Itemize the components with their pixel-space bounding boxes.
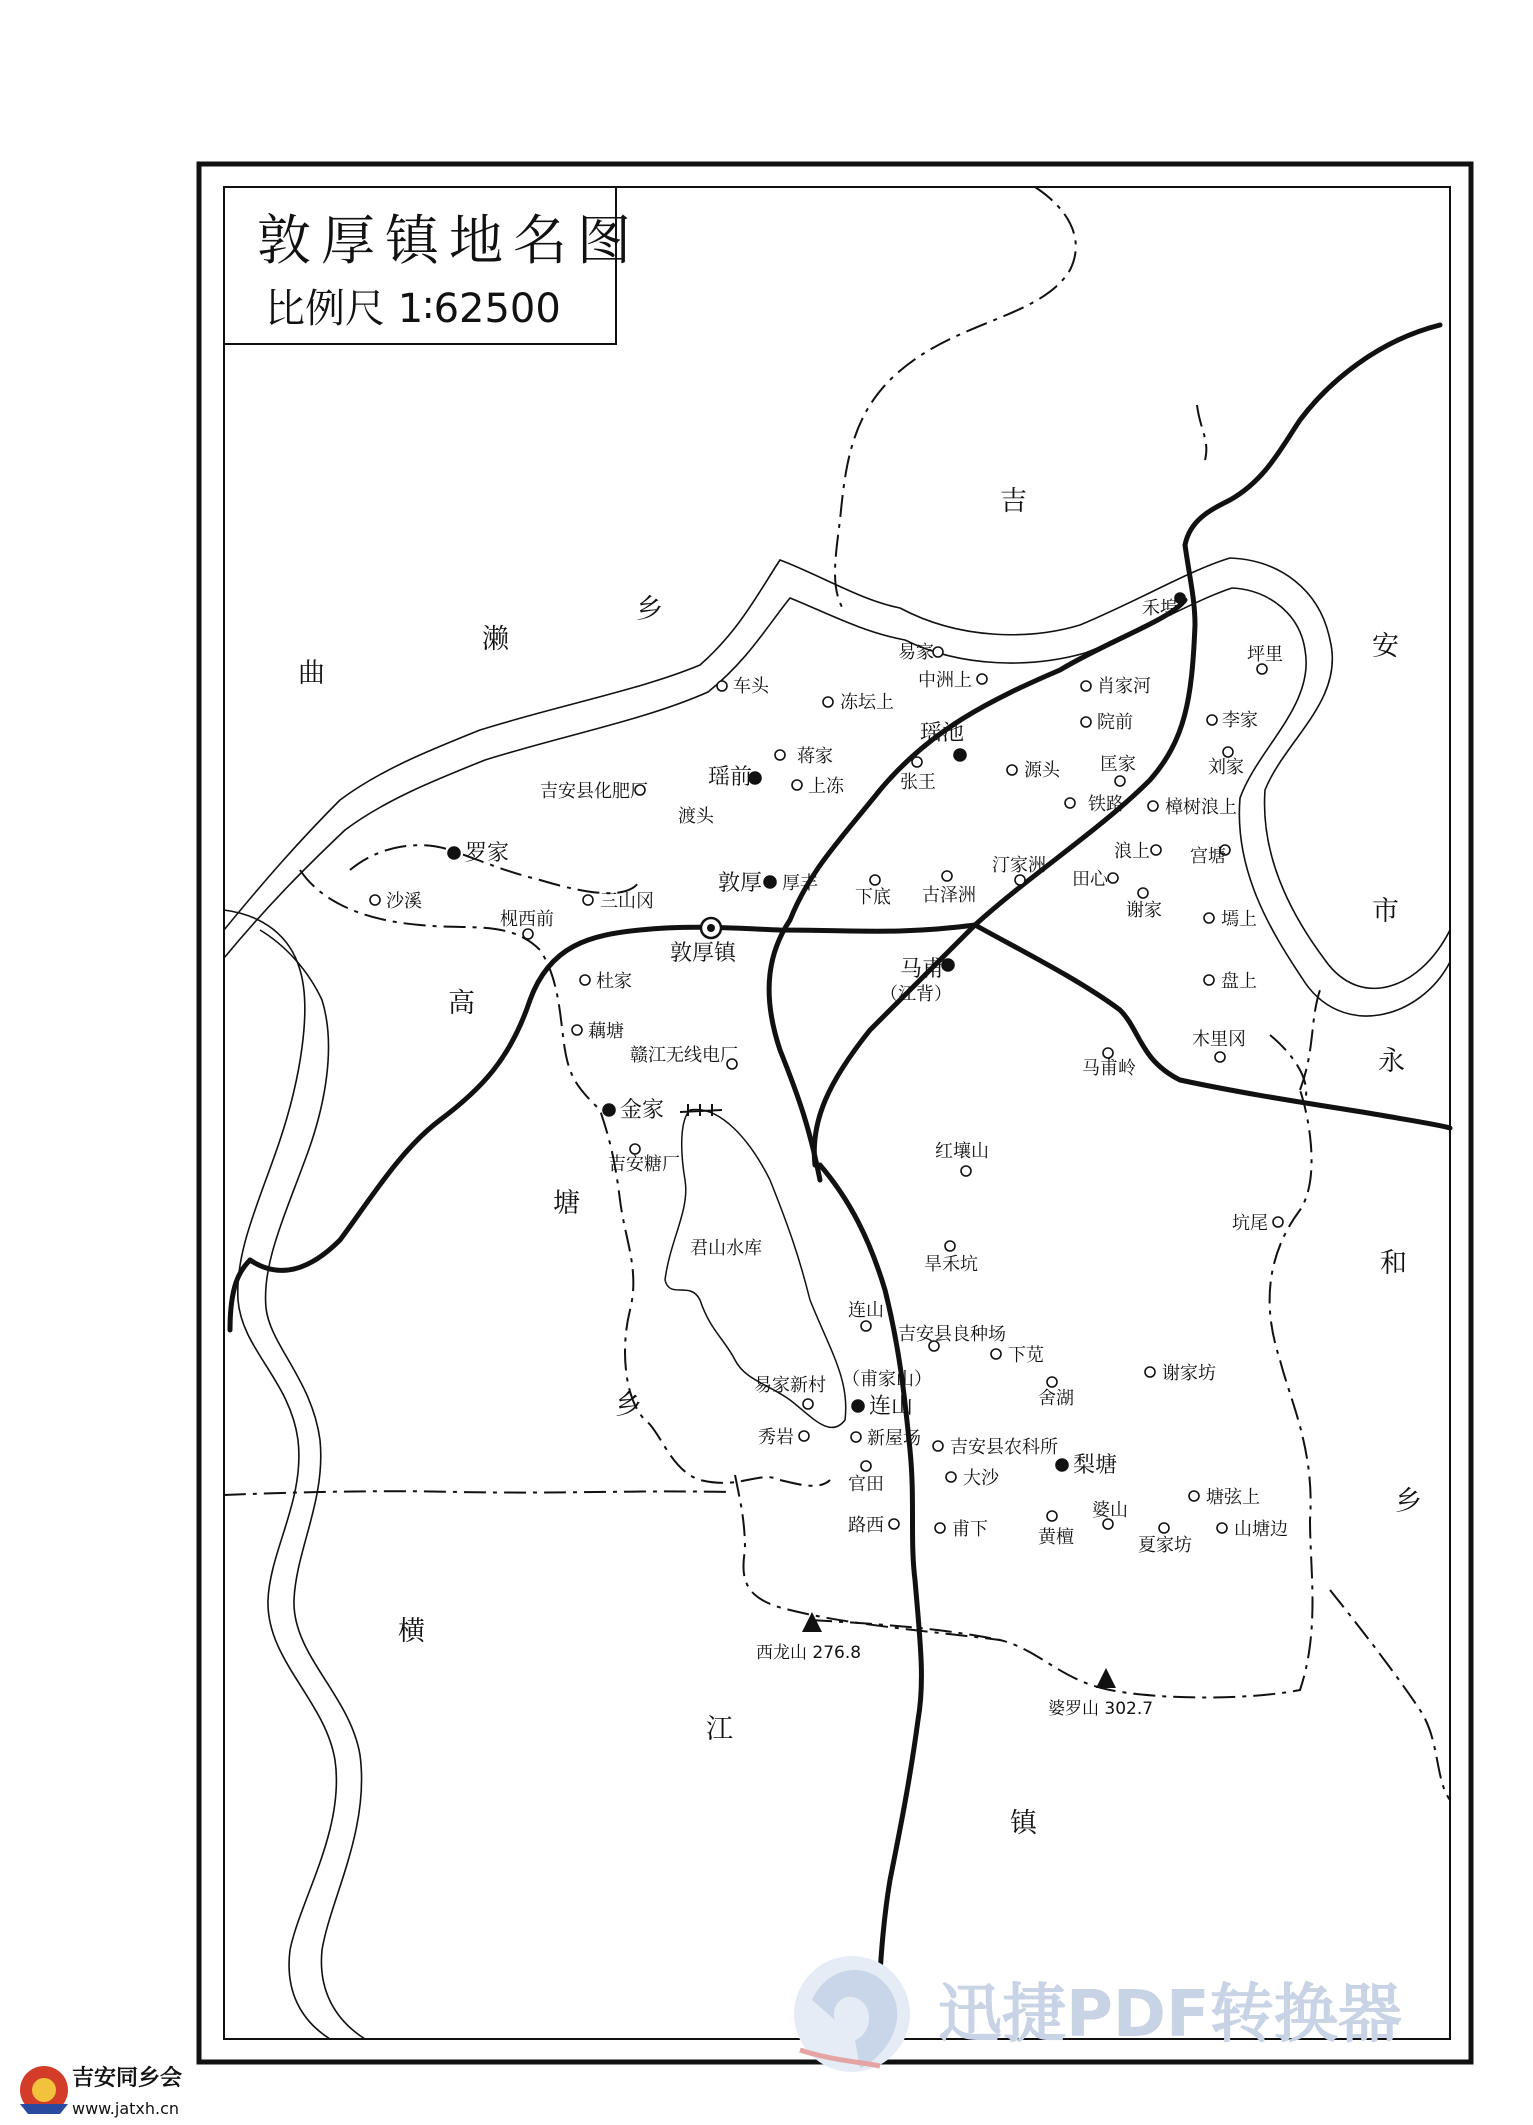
peak-icon-poluoshan [1096,1668,1116,1688]
label-hongrangshan: 红壤山 [935,1141,989,1162]
marker-tielu [1065,798,1075,808]
place-markers [370,593,1283,1533]
marker-tangchang [630,1144,640,1154]
label-langshang: 浪上 [1114,841,1150,862]
label-dutou: 渡头 [678,806,714,827]
label-dasha: 大沙 [963,1468,999,1489]
region-heng: 横 [398,1616,425,1647]
marker-jiangjia [775,750,785,760]
label-luojia: 罗家 [465,841,510,866]
label-tingjiazhou: 汀家洲 [992,855,1046,876]
marker-chetou [717,681,727,691]
marker-zhangshulangshang [1148,801,1158,811]
label-xiaxian: 下苋 [1008,1345,1044,1366]
marker-shangdong [792,780,802,790]
marker-huangtan [1047,1511,1057,1521]
label-kuangjia: 匡家 [1100,754,1136,775]
label-shangdong: 上冻 [808,776,844,797]
marker-jinjia [603,1104,615,1116]
label-shehu: 舍湖 [1038,1388,1074,1409]
marker-zhongzhoushang [977,674,987,684]
label-xiejiafang: 谢家坊 [1162,1363,1216,1384]
label-shantangbian: 山塘边 [1234,1519,1288,1540]
label-pujiashan: （甫家山） [842,1369,932,1390]
marker-xinwuchang [851,1432,861,1442]
region-gao: 高 [448,988,475,1019]
region-qu: 曲 [298,658,325,689]
label-jiangjia: 蒋家 [797,746,833,767]
township-boundary [224,187,1450,1800]
label-yuanqian: 院前 [1097,712,1133,733]
marker-luxi [889,1519,899,1529]
label-yaochi: 瑶池 [920,721,965,746]
label-guantian: 官田 [848,1474,884,1495]
region-an: 安 [1372,631,1399,662]
region-ji: 吉 [1000,486,1027,517]
map-scale: 比例尺 1∶62500 [265,286,561,332]
marker-yijia [933,647,943,657]
region-lai: 濑 [482,624,509,655]
marker-panshang [1204,975,1214,985]
label-poluoshan: 婆罗山 302.7 [1048,1699,1154,1719]
region-shi: 市 [1372,896,1399,927]
marker-langshang [1151,845,1161,855]
marker-hanhekeng [945,1241,955,1251]
marker-fuxia [935,1523,945,1533]
region-he: 和 [1380,1248,1407,1279]
marker-lijia [1207,715,1217,725]
town-seat-marker [701,918,721,938]
region-xiang-3: 乡 [1395,1486,1422,1517]
region-yong: 永 [1378,1046,1405,1077]
marker-xiejiafang [1145,1367,1155,1377]
marker-houfeng [764,876,776,888]
label-zhongzhoushang: 中洲上 [918,670,972,691]
marker-mulinggang [1215,1052,1225,1062]
marker-tanghongshang [1189,1491,1199,1501]
map-title: 敦厚镇地名图 [257,209,641,272]
label-hanhekeng: 旱禾坑 [924,1254,978,1275]
label-yuantou: 源头 [1024,760,1060,781]
label-liangzhongchang: 吉安县良种场 [898,1324,1006,1345]
label-wuxiandian: 赣江无线电厂 [630,1045,738,1066]
label-nongkesuo: 吉安县农科所 [950,1437,1058,1458]
label-mapu: 马甫 [900,957,945,982]
marker-shehu [1047,1377,1057,1387]
marker-mapuling [1103,1048,1113,1058]
label-xianxiqian: 枧西前 [500,909,554,930]
marker-dujia [580,975,590,985]
label-jinjia: 金家 [620,1098,665,1123]
marker-zhangwang [912,757,922,767]
label-lianshan-1: 连山 [848,1300,884,1321]
main-roads [230,325,1450,2039]
label-outang: 藕塘 [588,1021,624,1042]
watermark-text: 迅捷PDF转换器 [938,1978,1402,2052]
label-junshanreservoir: 君山水库 [690,1238,762,1259]
label-xiuyan: 秀岩 [758,1427,794,1448]
label-xiaojiahe: 肖家河 [1097,676,1151,697]
marker-xiadi [870,875,880,885]
marker-nongkesuo [933,1441,943,1451]
marker-sanshangang [583,895,593,905]
marker-xiejia [1138,888,1148,898]
marker-yijiaxincun [803,1399,813,1409]
marker-lianshan-1 [861,1321,871,1331]
region-xiang-2: 乡 [615,1390,642,1421]
marker-shantangbian [1217,1523,1227,1533]
label-xiajiafang: 夏家坊 [1138,1535,1192,1556]
marker-xianxiqian [523,929,533,939]
label-dunhouzhen: 敦厚镇 [670,941,737,966]
label-luxi: 路西 [848,1515,884,1536]
marker-lianshan-2 [852,1400,864,1412]
label-lianshan-2: 连山 [869,1394,914,1419]
region-labels [298,486,1422,1839]
label-sanshangang: 三山冈 [600,891,654,912]
label-tielu: 铁路 [1088,794,1124,815]
label-yijia: 易家 [898,642,934,663]
label-yaoqian: 瑶前 [708,765,753,790]
marker-xiuyan [799,1431,809,1441]
marker-guzezhou [942,871,952,881]
label-xilongshan: 西龙山 276.8 [756,1643,862,1663]
marker-yaochi [954,749,966,761]
marker-litang [1056,1459,1068,1471]
marker-hongrangshan [961,1166,971,1176]
label-jingshan: 婆山 [1092,1500,1128,1521]
label-houfeng: 厚丰 [782,873,818,894]
marker-pingli [1257,664,1267,674]
label-tangshang: 墕上 [1221,909,1257,930]
marker-shaxi [370,895,380,905]
map-inner-frame [224,187,1450,2039]
marker-liujia [1223,747,1233,757]
marker-guantian [861,1461,871,1471]
region-xiang-1: 乡 [636,594,663,625]
label-xiejia: 谢家 [1126,900,1162,921]
marker-yuanqian [1081,717,1091,727]
label-litang: 梨塘 [1073,1453,1118,1478]
label-huafeichang: 吉安县化肥厂 [540,781,648,802]
region-jiang: 江 [706,1714,733,1745]
southwest-river [224,910,365,2039]
marker-kengwei [1273,1217,1283,1227]
corner-logo-url: www.jatxh.cn [72,2099,180,2118]
label-hefu: 禾埠 [1142,598,1178,619]
label-lijia: 李家 [1222,710,1258,731]
label-guzezhou: 古泽洲 [922,885,976,906]
label-donglongshang: 冻坛上 [840,692,894,713]
label-yijiaxincun: 易家新村 [754,1375,826,1396]
label-dujia: 杜家 [596,971,632,992]
label-xinwuchang: 新屋场 [867,1428,921,1449]
marker-xiaxian [991,1349,1001,1359]
marker-xiaojiahe [1081,681,1091,691]
label-dunhou: 敦厚 [718,871,763,896]
label-xiadi: 下底 [855,887,891,908]
marker-yuantou [1007,765,1017,775]
label-gongtang: 宫塘 [1190,846,1226,867]
watermark [794,1956,1402,2072]
label-shaxi: 沙溪 [386,891,422,912]
label-tianxin: 田心 [1072,869,1108,890]
label-panshang: 盘上 [1221,971,1257,992]
label-mulinggang: 木里冈 [1192,1029,1246,1050]
marker-luojia [448,847,460,859]
label-pingli: 坪里 [1247,644,1283,665]
label-tangchang: 吉安糖厂 [608,1154,680,1175]
peaks [756,1612,1153,1719]
marker-xiajiafang [1159,1523,1169,1533]
marker-outang [572,1025,582,1035]
label-tanghongshang: 塘弦上 [1206,1487,1260,1508]
label-chetou: 车头 [733,676,769,697]
marker-tangshang [1204,913,1214,923]
label-fuxia: 甫下 [952,1519,988,1540]
marker-tianxin [1108,873,1118,883]
corner-logo-name: 吉安同乡会 [72,2066,183,2091]
marker-kuangjia [1115,776,1125,786]
label-zhangshulangshang: 樟树浪上 [1165,797,1237,818]
corner-logo [20,2065,182,2118]
marker-tingjiazhou [1015,875,1025,885]
label-jiangbei: （江背） [880,984,952,1005]
label-zhangwang: 张王 [900,772,936,793]
peak-icon-xilongshan [802,1612,822,1632]
label-liujia: 刘家 [1208,757,1244,778]
marker-dasha [946,1472,956,1482]
region-zhen: 镇 [1010,1808,1037,1839]
marker-donglongshang [823,697,833,707]
label-kengwei: 坑尾 [1232,1213,1268,1234]
label-huangtan: 黄檀 [1038,1527,1074,1548]
label-mapuling: 马甫岭 [1082,1058,1136,1079]
region-tang: 塘 [553,1188,580,1219]
